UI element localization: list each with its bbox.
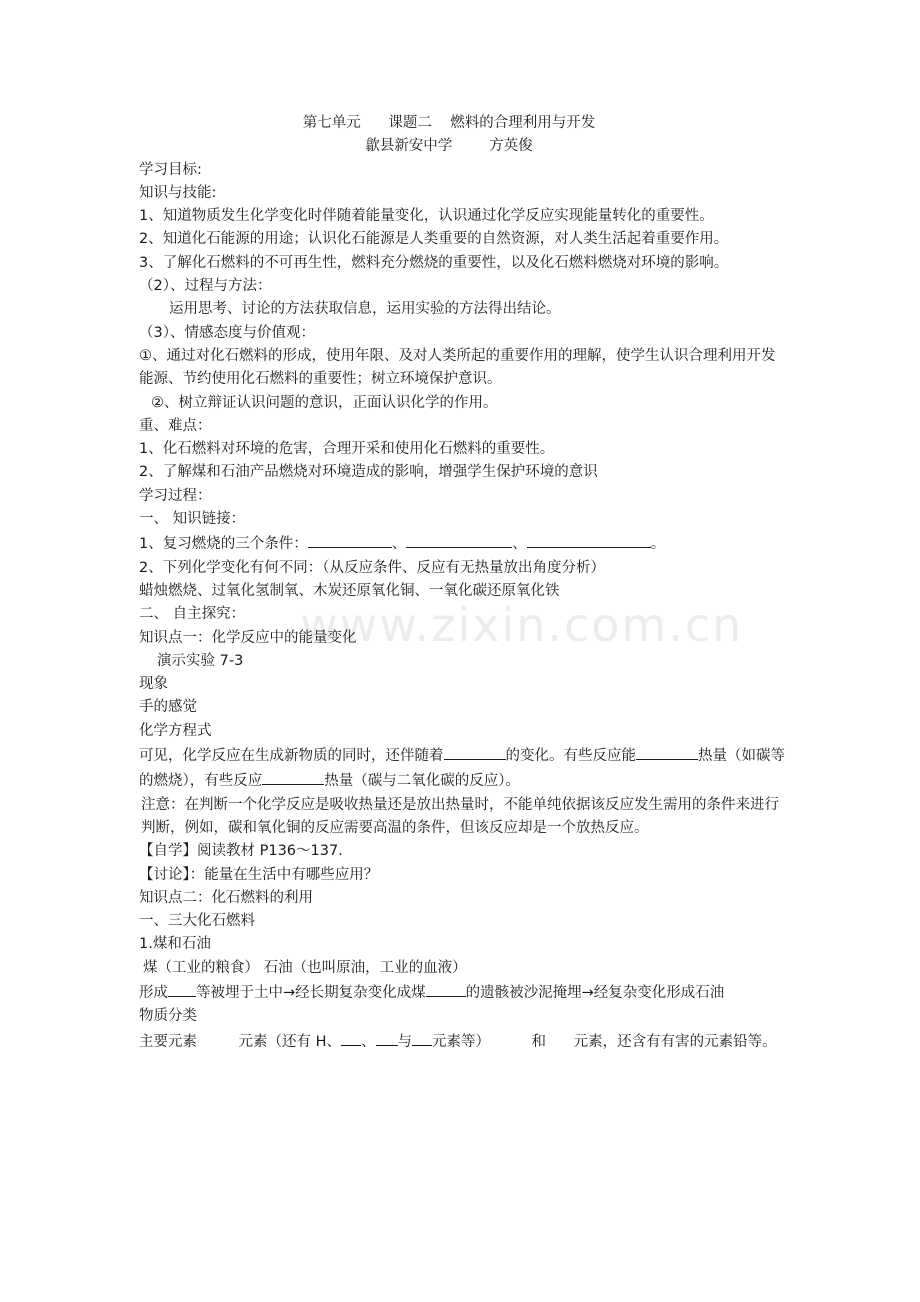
coal-oil-heading: 1.煤和石油 — [139, 936, 211, 953]
self-study: 【自学】阅读教材 P136～137. — [139, 843, 343, 860]
answer-blank[interactable] — [376, 1029, 398, 1046]
process-text: 运用思考、讨论的方法获取信息，运用实验的方法得出结论。 — [169, 301, 561, 318]
watermark: www.zixin.com.cn — [300, 598, 744, 652]
conclusion-text: 的变化。有些反应能 — [505, 748, 636, 765]
elements-text: 主要元素 元素（还有 H — [139, 1033, 327, 1050]
ks-item: 2、知道化石能源的用途；认识化石能源是人类重要的自然资源，对人类生活起着重要作用。 — [139, 231, 729, 248]
answer-blank[interactable] — [406, 531, 512, 548]
doc-author: 歙县新安中学 方英俊 — [365, 138, 533, 155]
review-prefix: 1、复习燃烧的三个条件： — [139, 536, 308, 553]
discussion: 【讨论】：能量在生活中有哪些应用？ — [139, 866, 379, 883]
formation-text: 形成 — [139, 984, 168, 1001]
phenomenon-label: 现象 — [139, 676, 168, 693]
key-point: 2、了解煤和石油产品燃烧对环境造成的影响，增强学生保护环境的意识 — [139, 464, 598, 481]
emotion-heading: （3）、情感态度与价值观： — [139, 324, 315, 341]
equation-label: 化学方程式 — [139, 722, 212, 739]
reactions-list: 蜡烛燃烧、过氧化氢制氧、木炭还原氧化铜、一氧化碳还原氧化铁 — [139, 582, 560, 599]
answer-blank[interactable] — [527, 531, 651, 548]
section2-heading: 二、 自主探究： — [139, 606, 246, 623]
separator: 、 — [512, 536, 527, 553]
formation-paragraph — [139, 980, 789, 1005]
document-body — [139, 112, 789, 1054]
learning-process-heading: 学习过程： — [139, 487, 212, 504]
coal-oil-description: 煤（工业的粮食） 石油（也叫原油，工业的血液） — [143, 959, 467, 976]
hand-feel-label: 手的感觉 — [139, 699, 197, 716]
answer-blank[interactable] — [426, 980, 466, 997]
separator: 、 — [391, 536, 407, 553]
elements-text: 与 — [397, 1033, 412, 1050]
key-point: 1、化石燃料对环境的危害，合理开采和使用化石燃料的重要性。 — [139, 441, 555, 458]
ks-item: 3、了解化石燃料的不可再生性，燃料充分燃烧的重要性，以及化石燃料燃烧对环境的影响。 — [139, 254, 729, 271]
formation-text: 的遗骸被沙泥掩埋→经复杂变化形成石油 — [465, 984, 725, 1001]
key-points-heading: 重、难点： — [139, 417, 212, 434]
elements-paragraph — [139, 1029, 789, 1054]
demo-experiment: 演示实验 7-3 — [157, 652, 244, 669]
answer-blank[interactable] — [412, 1029, 432, 1046]
three-fuels-heading: 一、三大化石燃料 — [139, 913, 255, 930]
emotion-item: ②、树立辩证认识问题的意识，正面认识化学的作用。 — [151, 394, 498, 411]
answer-blank[interactable] — [636, 743, 698, 760]
compare-question: 2、下列化学变化有何不同：（从反应条件、反应有无热量放出角度分析） — [139, 559, 605, 576]
formation-text: 等被埋于土中→经长期复杂变化成煤 — [196, 984, 426, 1001]
ks-item: 1、知道物质发生化学变化时伴随着能量变化，认识通过化学反应实现能量转化的重要性。 — [139, 208, 714, 225]
emotion-item: ①、通过对化石燃料的形成，使用年限、及对人类所起的重要作用的理解，使学生认识合理利用开发能源、节约使用化石燃料的重要性；树立环境保护意识。 — [139, 347, 776, 388]
answer-blank[interactable] — [308, 531, 392, 548]
classification-label: 物质分类 — [139, 1008, 197, 1025]
separator: 、 — [326, 1033, 341, 1050]
elements-text: 元素等） 和 元素，还含有有害的元素铅等。 — [432, 1033, 777, 1050]
kp2-heading: 知识点二：化石燃料的利用 — [139, 889, 313, 906]
note-paragraph: 注意：在判断一个化学反应是吸收热量还是放出热量时，不能单纯依据该反应发生需用的条件来进行判断，例如，碳和氧化铜的反应需要高温的条件，但该反应却是一个放热反应。 — [141, 796, 779, 836]
conclusion-paragraph — [139, 743, 789, 794]
answer-blank[interactable] — [262, 768, 324, 785]
doc-title: 第七单元 课题二 燃料的合理利用与开发 — [302, 115, 596, 131]
answer-blank[interactable] — [168, 980, 196, 997]
review-line — [139, 531, 789, 556]
section1-heading: 一、 知识链接： — [139, 511, 246, 528]
knowledge-skills-heading: 知识与技能: — [139, 184, 217, 201]
kp1-heading: 知识点一：化学反应中的能量变化 — [139, 629, 357, 646]
objectives-heading: 学习目标: — [139, 161, 202, 178]
conclusion-text: 热量（如碳等的燃烧），有些反应 — [139, 748, 785, 790]
process-heading: （2）、过程与方法： — [139, 278, 272, 295]
answer-blank[interactable] — [341, 1029, 361, 1046]
conclusion-text: 热量（碳与二氧化碳的反应）。 — [324, 773, 520, 790]
period: 。 — [650, 536, 666, 553]
answer-blank[interactable] — [444, 743, 506, 760]
conclusion-text: 可见，化学反应在生成新物质的同时，还伴随着 — [139, 748, 444, 765]
separator: 、 — [361, 1033, 376, 1050]
